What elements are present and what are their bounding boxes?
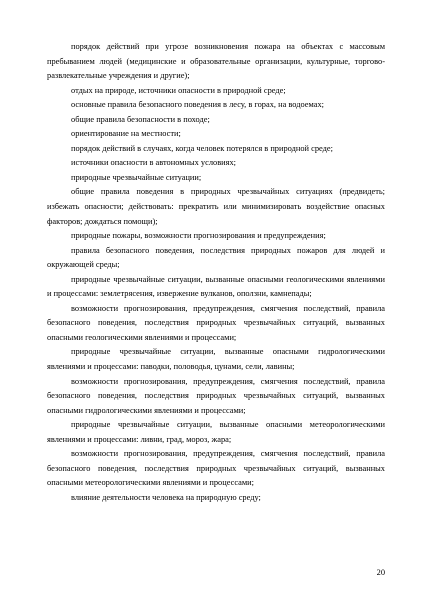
paragraph: общие правила поведения в природных чрезвычайных ситуациях (предвидеть; избежать опасности; действовать: прекратить или минимизировать воздействие опасных факторов; дождаться помощи); [47,187,385,226]
paragraph: природные чрезвычайные ситуации, вызванные опасными геологическими явлениями и процессами: землетрясения, извержение вулканов, оползни, камнепады; [47,274,385,299]
paragraph: природные чрезвычайные ситуации; [71,172,202,182]
page-body [47,40,385,506]
paragraph: порядок действий в случаях, когда человек потерялся в природной среде; [71,143,333,153]
paragraph: возможности прогнозирования, предупреждения, смягчения последствий, правила безопасного поведения, последствия природных чрезвычайных ситуаций, вызванных опасными геологическими явлениями и процессами; [47,303,385,342]
paragraph: влияние деятельности человека на природную среду; [71,492,261,502]
paragraph: возможности прогнозирования, предупреждения, смягчения последствий, правила безопасного поведения, последствия природных чрезвычайных ситуаций, вызванных опасными гидрологическими явлениями и процессами; [47,376,385,415]
paragraph: природные чрезвычайные ситуации, вызванные опасными гидрологическими явлениями и процессами: паводки, половодья, цунами, сели, лавины; [47,347,385,372]
paragraph: ориентирование на местности; [71,129,181,139]
paragraph: порядок действий при угрозе возникновения пожара на объектах с массовым пребыванием людей (медицинские и образовательные организации, культурные, торгово-развлекательные учреждения и другие); [47,42,385,81]
paragraph: источники опасности в автономных условиях; [71,158,236,168]
paragraph: правила безопасного поведения, последствия природных пожаров для людей и окружающей среды; [47,245,385,270]
paragraph: основные правила безопасного поведения в лесу, в горах, на водоемах; [71,100,324,110]
paragraph: возможности прогнозирования, предупреждения, смягчения последствий, правила безопасного поведения, последствия природных чрезвычайных ситуаций, вызванных опасными метеорологическими явлениями и процессами; [47,449,385,488]
page-number: 20 [376,568,385,577]
paragraph: отдых на природе, источники опасности в природной среде; [71,85,286,95]
paragraph: природные чрезвычайные ситуации, вызванные опасными метеорологическими явлениями и процессами: ливни, град, мороз, жара; [47,420,385,444]
paragraph: природные пожары, возможности прогнозирования и предупреждения; [71,231,326,241]
paragraph: общие правила безопасности в походе; [71,114,210,124]
